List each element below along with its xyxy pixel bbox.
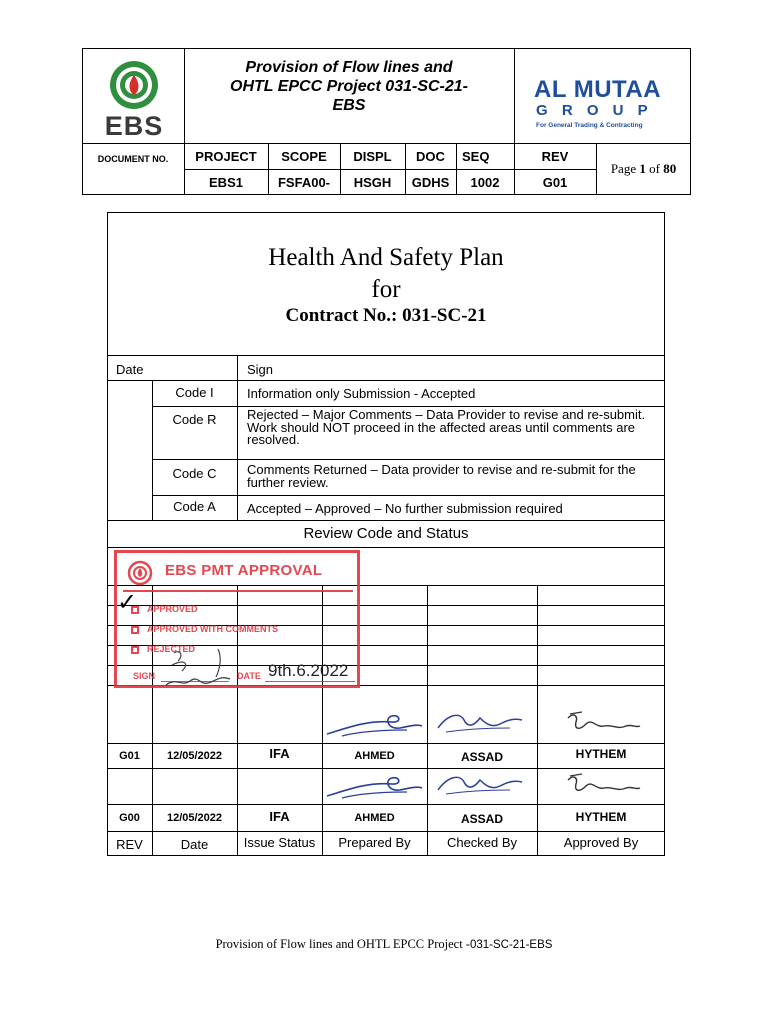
status-cell: IFA: [269, 746, 290, 761]
company-logo: [516, 76, 690, 136]
option-label: REJECTED: [147, 644, 196, 654]
option-label: APPROVED: [147, 604, 198, 614]
col-doc: DOC: [416, 148, 445, 164]
code-i: Code I: [175, 385, 214, 400]
code-c: Code C: [172, 466, 217, 481]
company-tagline: For General Trading & Contracting: [536, 122, 643, 129]
val-seq: 1002: [470, 174, 500, 190]
date-cell: 12/05/2022: [166, 811, 223, 824]
prepared-cell: AHMED: [354, 811, 395, 824]
footer-text-serif: Provision of Flow lines and OHTL EPCC Project -: [215, 937, 470, 951]
val-rev: G01: [542, 174, 568, 190]
stamp-date-value: 9th.6.2022: [268, 661, 349, 680]
stamp-logo-icon: [127, 560, 153, 586]
header-date: Date: [180, 837, 209, 852]
code-a: Code A: [173, 499, 216, 514]
code-c-desc: Comments Returned – Data provider to revise and re-submit for the further review.: [247, 462, 636, 490]
approved-cell: HYTHEM: [575, 746, 627, 761]
header-title-line-2: OHTL EPCC Project 031-SC-21-: [230, 78, 468, 95]
signature-approved-g00: [560, 768, 645, 804]
header-title-line-1: Provision of Flow lines and: [245, 59, 453, 76]
approved-checkmark-icon: ✓: [117, 588, 138, 616]
col-displ: DISPL: [353, 148, 392, 164]
col-project: PROJECT: [195, 148, 257, 164]
checked-cell: ASSAD: [460, 811, 503, 826]
page-indicator: [596, 143, 691, 195]
company-group: G R O U P: [536, 102, 653, 119]
header-title: [186, 58, 512, 115]
document-no-label: DOCUMENT NO.: [97, 153, 169, 164]
page-footer: [0, 937, 768, 952]
page-total: 80: [663, 161, 677, 176]
logo-text: EBS: [104, 111, 164, 141]
code-r: Code R: [172, 412, 217, 427]
checked-cell: ASSAD: [460, 749, 503, 764]
page-of: of: [649, 161, 660, 176]
option-label: APPROVED WITH COMMENTS: [147, 624, 279, 634]
signature-prepared-g01: [322, 706, 427, 742]
page-label: Page: [610, 161, 637, 176]
val-scope: FSFA00-: [277, 174, 330, 190]
code-a-desc: Accepted – Approved – No further submission required: [247, 501, 563, 516]
cover-title-line-2: for: [371, 276, 401, 303]
stamp-sign-label: SIGN: [133, 671, 156, 681]
col-scope: SCOPE: [281, 148, 327, 164]
stamp-date-line: [265, 681, 355, 682]
code-r-desc: Rejected – Major Comments – Data Provider to revise and re-submit. Work should NOT proceed in the affected areas until comments are resolved.: [247, 407, 646, 447]
stamp-date-label: DATE: [237, 671, 261, 681]
stamp-title-underline: [123, 590, 353, 592]
header-title-line-3: EBS: [332, 97, 366, 114]
val-displ: HSGH: [353, 174, 392, 190]
ebs-logo: [92, 55, 176, 140]
status-cell: IFA: [269, 809, 290, 824]
val-doc: GDHS: [411, 174, 450, 190]
signature-approved-g01: [560, 706, 645, 742]
header-prepared-by: Prepared By: [338, 835, 411, 850]
rev-cell: G00: [119, 811, 140, 824]
stamp-signature: [160, 643, 240, 693]
company-name: AL MUTAA: [534, 76, 662, 103]
date-header: Date: [116, 362, 144, 377]
stamp-title: EBS PMT APPROVAL: [165, 562, 323, 579]
date-cell: 12/05/2022: [166, 749, 223, 762]
rev-cell: G01: [119, 749, 140, 762]
code-i-desc: Information only Submission - Accepted: [247, 386, 476, 401]
cover-title-line-1: Health And Safety Plan: [268, 244, 504, 271]
prepared-cell: AHMED: [354, 749, 395, 762]
col-seq: SEQ: [462, 148, 490, 164]
val-project: EBS1: [209, 174, 243, 190]
header-issue-status: Issue Status: [243, 835, 316, 850]
signature-checked-g00: [430, 768, 535, 804]
signature-prepared-g00: [322, 768, 427, 804]
header-checked-by: Checked By: [446, 835, 518, 850]
signature-checked-g01: [430, 706, 535, 742]
header-approved-by: Approved By: [563, 835, 639, 850]
review-status-heading: Review Code and Status: [303, 525, 469, 542]
sign-header: Sign: [247, 362, 274, 377]
header-rev: REV: [116, 837, 143, 852]
footer-text-sans: 031-SC-21-EBS: [469, 939, 553, 951]
col-rev: REV: [541, 148, 569, 164]
approved-cell: HYTHEM: [575, 809, 627, 824]
page-current: 1: [639, 161, 646, 176]
checkbox-rejected: [131, 646, 139, 654]
contract-number: Contract No.: 031-SC-21: [285, 305, 487, 326]
checkbox-approved-with-comments: [131, 626, 139, 634]
